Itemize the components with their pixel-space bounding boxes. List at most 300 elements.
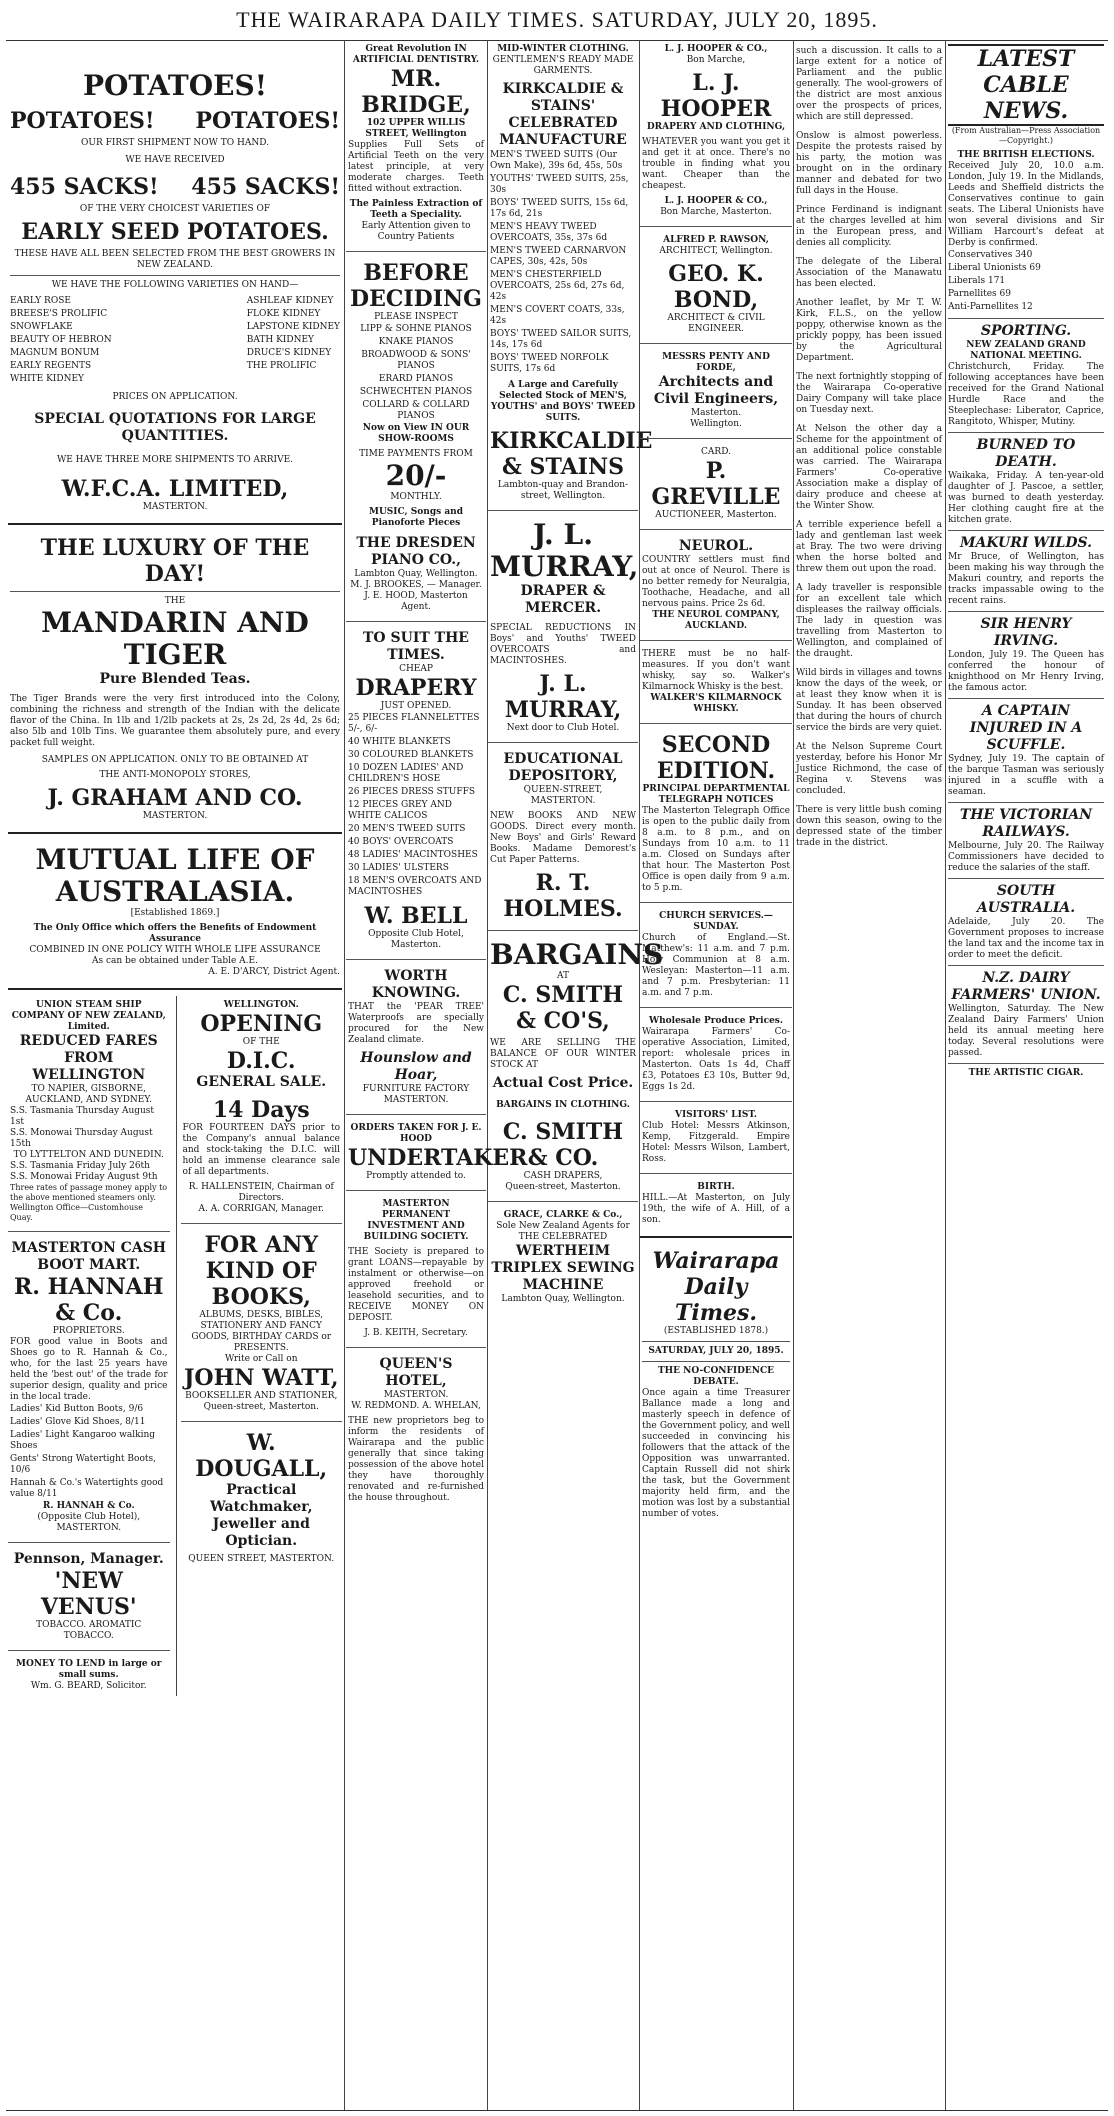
potatoes-line: OF THE VERY CHOICEST VARIETIES OF <box>79 204 271 214</box>
victorian-heading: THE VICTORIAN RAILWAYS. <box>959 807 1093 840</box>
column-5 <box>794 40 944 2110</box>
tea-store: THE ANTI-MONOPOLY STORES, <box>99 770 251 780</box>
murray-addr: Next door to Club Hotel. <box>506 723 620 733</box>
drapery-addr: Opposite Club Hotel, Masterton. <box>368 929 464 950</box>
whisky-body: THERE must be no half-measures. If you don't want whisky, say so. Walker's Kilmarnock Whisky is the best. <box>642 649 790 692</box>
winter-item: YOUTHS' TWEED SUITS, 25s, 30s <box>490 174 629 195</box>
tea-sub: Pure Blended Teas. <box>99 671 251 687</box>
news-body <box>794 40 944 861</box>
educ-heading: EDUCATIONAL DEPOSITORY, <box>503 751 623 784</box>
piano-list <box>348 323 484 423</box>
column-3 <box>488 40 664 2110</box>
murray-name: J. L. MURRAY, <box>490 518 639 583</box>
orders-note: Promptly attended to. <box>366 1171 466 1181</box>
steam-sub: REDUCED FARES FROM WELLINGTON <box>19 1033 158 1083</box>
bargains-cloth: BARGAINS IN CLOTHING. <box>496 1100 630 1110</box>
variety-item: THE PROLIFIC <box>246 361 317 371</box>
drapery-item: 40 BOYS' OVERCOATS <box>348 837 454 847</box>
ship-list <box>10 1161 168 1183</box>
tea-the: THE <box>164 596 186 606</box>
cash-items <box>10 1403 168 1501</box>
drapery-item: 25 PIECES FLANNELETTES 5/-, 6/- <box>348 713 480 734</box>
orders-heading: ORDERS TAKEN FOR J. E. HOOD <box>350 1123 482 1144</box>
hounslow-name: Hounslow and Hoar, <box>360 1050 472 1083</box>
bargains-at: AT <box>556 971 569 981</box>
bargains-role: CASH DRAPERS, <box>523 1171 603 1181</box>
dic-body: FOR FOURTEEN DAYS prior to the Company's annual balance and stock-taking the D.I.C. will hold an immense clearance sale of all departments. <box>182 1123 340 1177</box>
winter-note: A Large and Carefully Selected Stock of MEN'S, YOUTHS' and BOYS' TWEED SUITS. <box>490 380 636 423</box>
sacks-left: 455 SACKS! <box>10 174 159 200</box>
hooper-body: WHATEVER you want you get it and get it at once. There's no trouble in finding what you want. Cheaper than the cheapest. <box>642 137 790 191</box>
party-item: Conservatives 340 <box>948 250 1033 260</box>
visitors-list <box>640 1106 792 1169</box>
news-paragraph: such a discussion. It calls to a large extent for a notice of Parliament and the public generally. The wool-growers of the district are most anxious over the prospects of prices, which are still depressed. <box>796 46 942 122</box>
second-body: The Masterton Telegraph Office is open to the public daily from 8 a.m. to 8 p.m., and on Sundays from 10 a.m. to 11 a.m. Closed on Sundays after that hour. The Masterton Post Office is open daily from 9 a.m. to 5 p.m. <box>642 806 790 893</box>
educ-body: NEW BOOKS AND NEW GOODS. Direct every month. New Boys' and Girls' Reward Books. Madame Demorest's Cut Paper Patterns. <box>490 811 636 865</box>
variety-item: ASHLEAF KIDNEY <box>246 296 334 306</box>
building-sig: J. B. KEITH, Secretary. <box>364 1328 468 1338</box>
orders-sub: UNDERTAKER <box>348 1145 528 1171</box>
money-ad <box>8 1655 170 1696</box>
variety-item: LAPSTONE KIDNEY <box>246 322 340 332</box>
hooper-sig: L. J. HOOPER & CO., <box>664 196 768 206</box>
educ-name: R. T. HOLMES. <box>503 870 623 922</box>
grace-addr: Lambton Quay, Wellington. <box>501 1294 625 1304</box>
makuri-body: Mr Bruce, of Wellington, has been making his way through the Makuri country, and reports the tracks impassable owing to the recent rains. <box>948 552 1104 606</box>
books-heading: FOR ANY KIND OF BOOKS, <box>204 1232 319 1310</box>
birth-body: HILL.—At Masterton, on July 19th, the wife of A. Hill, of a son. <box>642 1193 790 1225</box>
visitors-body: Club Hotel: Messrs Atkinson, Kemp, Fitzgerald. Empire Hotel: Messrs Wilson, Lambert, Ross. <box>642 1121 790 1164</box>
cash-item: Gents' Strong Watertight Boots, 10/6 <box>10 1454 156 1475</box>
queens-body: THE new proprietors beg to inform the residents of Wairarapa and the public generally that since taking possession of the above hotel they have thoroughly renovated and re-furnished the house throughout. <box>348 1416 484 1503</box>
cash-item: Ladies' Glove Kid Shoes, 8/11 <box>10 1417 146 1427</box>
drapery-heading: TO SUIT THE TIMES. <box>363 630 469 663</box>
greville-name: P. GREVILLE <box>651 458 781 510</box>
burned-body: Waikaka, Friday. A ten-year-old daughter of J. Pascoe, a settler, was burned to death yesterday. Her clothing caught fire at the kitchen grate. <box>948 471 1104 525</box>
mutual-agent: A. E. D'ARCY, District Agent. <box>208 967 340 977</box>
winter-clothing-ad <box>488 40 653 506</box>
news-paragraph: There is very little bush coming down this season, owing to the depressed state of the timber trade in the district. <box>796 805 942 848</box>
dental-name: MR. BRIDGE, <box>361 66 471 118</box>
party-item: Anti-Parnellites 12 <box>948 302 1033 312</box>
rawson-heading: ALFRED P. RAWSON, <box>663 235 769 245</box>
bargains-heading: BARGAINS <box>490 938 664 971</box>
bond-role: ARCHITECT & CIVIL ENGINEER. <box>667 313 765 334</box>
dental-ad <box>346 40 486 247</box>
ship-row: S.S. Tasmania Thursday August 1st <box>10 1106 155 1127</box>
grace-ad <box>488 1206 638 1309</box>
ship-row: S.S. Monowai Friday August 9th <box>10 1172 158 1182</box>
pianos-agent: J. E. HOOD, Masterton Agent. <box>364 591 468 612</box>
column-1 <box>8 40 342 2110</box>
dougall-ad <box>181 1426 343 1569</box>
second-edition <box>640 728 792 898</box>
winter-heading: MID-WINTER CLOTHING. <box>497 44 629 54</box>
pianos-sub: PLEASE INSPECT <box>374 312 458 322</box>
dental-note: Early Attention given to Country Patients <box>361 221 471 242</box>
hounslow-town: MASTERTON. <box>383 1095 449 1105</box>
winter-addr: Lambton-quay and Brandon-street, Wellington. <box>497 480 629 501</box>
elections-body: Received July 20, 10.0 a.m. London, July 19. In the Midlands, Leeds and Sheffield districts the Conservatives continue to gain seats. The Liberal Unionists have won several divisions and Sir William Harcourt's defeat at Derby is confirmed. <box>948 161 1104 248</box>
cash-town: MASTERTON. <box>56 1523 122 1533</box>
pianos-note: Now on View IN OUR SHOW-ROOMS <box>362 423 470 444</box>
tea-firm: J. GRAHAM AND CO. <box>47 785 303 811</box>
cash-heading: MASTERTON CASH BOOT MART. <box>11 1240 167 1273</box>
dental-addr: 102 UPPER WILLIS STREET, Wellington <box>365 118 467 139</box>
winter-item: BOYS' TWEED SAILOR SUITS, 14s, 17s 6d <box>490 329 632 350</box>
produce-heading: Wholesale Produce Prices. <box>649 1016 783 1026</box>
news-paragraph: At Nelson the other day a Scheme for the appointment of an additional police constable was carried. The Wairarapa Farmers' Co-operative Association make a display of dairy produce and cheese at the Winter Show. <box>796 424 942 511</box>
news-paragraph: The delegate of the Liberal Association of the Manawatu has been elected. <box>796 257 942 289</box>
ship-row: S.S. Tasmania Friday July 26th <box>10 1161 150 1171</box>
dougall-name: W. DOUGALL, <box>195 1430 328 1482</box>
winter-item: BOYS' TWEED SUITS, 15s 6d, 17s 6d, 21s <box>490 198 629 219</box>
second-heading: SECOND EDITION. <box>656 732 776 784</box>
variety-item: EARLY ROSE <box>10 296 71 306</box>
party-list <box>948 249 1104 314</box>
winter-firm2: KIRKCALDIE & STAINS <box>490 428 653 480</box>
piano-item: COLLARD & COLLARD PIANOS <box>362 400 470 421</box>
news-paragraph: Prince Ferdinand is indignant at the charges levelled at him in the European press, and denies all complicity. <box>796 205 942 248</box>
party-item: Liberals 171 <box>948 276 1006 286</box>
potatoes-line: OUR FIRST SHIPMENT NOW TO HAND. <box>81 138 269 148</box>
whisky-ad <box>640 645 792 719</box>
sa-body: Adelaide, July 20. The Government proposes to increase the land tax and the income tax in order to meet the deficit. <box>948 917 1105 960</box>
mutual-heading: MUTUAL LIFE OF AUSTRALASIA. <box>35 843 315 908</box>
pianos-ad <box>346 256 486 617</box>
books-call: Write or Call on <box>225 1354 298 1364</box>
orders-ad <box>346 1119 528 1186</box>
books-ad <box>181 1228 343 1417</box>
dic-of: OF THE <box>242 1037 280 1047</box>
tea-body: The Tiger Brands were the very first introduced into the Colony, combining the richness and strength of the Indian with the delicate flavor of the China. In 1lb and 1/2lb packets at 2s, 2s 2d, 2s 4d, 2s 6d; also 5lb and 10lb Tins. We guarantee them absolutely pure, and every packet full weight. <box>10 694 340 748</box>
potatoes-heading: POTATOES! <box>82 69 268 102</box>
dental-painless: The Painless Extraction of Teeth a Speciality. <box>349 199 483 220</box>
drapery-word: DRAPERY <box>355 675 477 701</box>
mutual-line: COMBINED IN ONE POLICY WITH WHOLE LIFE ASSURANCE <box>29 945 321 955</box>
column-2 <box>346 40 528 2110</box>
cash-body: FOR good value in Boots and Shoes go to R. Hannah & Co., who, for the last 25 years have held the 'best out' of the trade for superior design, quality and price in the local trade. <box>10 1337 168 1402</box>
dic-mgr: A. A. CORRIGAN, Manager. <box>198 1204 325 1214</box>
queens-town: MASTERTON. <box>383 1390 449 1400</box>
bargains-firm2: C. SMITH & CO. <box>502 1119 624 1171</box>
potatoes-line: WE HAVE RECEIVED <box>125 155 225 165</box>
money-heading: MONEY TO LEND in large or small sums. <box>16 1659 162 1680</box>
second-sub: PRINCIPAL DEPARTMENTAL TELEGRAPH NOTICES <box>642 784 790 805</box>
queens-prop: W. REDMOND. A. WHELAN, <box>351 1401 481 1411</box>
hooper-sub2: DRAPERY AND CLOTHING, <box>646 122 786 132</box>
dic-ad <box>181 996 343 1219</box>
cash-street: (Opposite Club Hotel), <box>37 1512 141 1522</box>
dental-body: Supplies Full Sets of Artificial Teeth on the very latest principle, at very moderate charges. Teeth fitted without extraction. <box>348 140 484 194</box>
potatoes-ad <box>8 40 342 517</box>
building-body: THE Society is prepared to grant LOANS—repayable by instalment or otherwise—on approved freehold or leasehold securities, and to RECEIVE MONEY ON DEPOSIT. <box>348 1247 484 1323</box>
dougall-role: Practical Watchmaker, Jeweller and Optician. <box>210 1482 313 1549</box>
bargains-firm: C. SMITH & CO'S, <box>502 982 624 1034</box>
dental-heading: Great Revolution IN ARTIFICIAL DENTISTRY. <box>352 44 480 65</box>
educational-ad <box>488 747 638 926</box>
penn-heading: 'NEW VENUS' <box>40 1568 137 1620</box>
cash-prop: PROPRIETORS. <box>52 1326 125 1336</box>
ship-row: S.S. Monowai Thursday August 15th <box>10 1128 153 1149</box>
books-town: Queen-street, Masterton. <box>203 1402 319 1412</box>
variety-item: WHITE KIDNEY <box>10 374 84 384</box>
footer-rule <box>6 2110 1108 2111</box>
steam-note: Three rates of passage money apply to the above mentioned steamers only. <box>10 1183 168 1202</box>
cable-sub: (From Australian—Press Association—Copyright.) <box>951 126 1101 145</box>
grace-heading: GRACE, CLARKE & Co., <box>503 1210 623 1220</box>
news-paragraph: At the Nelson Supreme Court yesterday, before his Honor Mr Justice Richmond, the case of Regina v. Stevens was concluded. <box>796 742 942 796</box>
birth-heading: BIRTH. <box>697 1182 735 1192</box>
winter-item: MEN'S COVERT COATS, 33s, 42s <box>490 305 625 326</box>
bond-name: GEO. K. BOND, <box>668 261 764 313</box>
bargains-body: WE ARE SELLING THE BALANCE OF OUR WINTER STOCK AT <box>490 1038 636 1070</box>
building-heading: MASTERTON PERMANENT INVESTMENT AND BUILDING SOCIETY. <box>363 1199 469 1242</box>
penty-town: Wellington. <box>690 419 742 429</box>
variety-item: SNOWFLAKE <box>10 322 73 332</box>
neurol-body: COUNTRY settlers must find out at once of Neurol. There is no better remedy for Neuralgia, Toothache, Headache, and all nervous pains. Price 2s 6d. <box>642 555 790 609</box>
dairy-body: Wellington, Saturday. The New Zealand Dairy Farmers' Union held its annual meeting here today. Several resolutions were passed. <box>948 1004 1104 1058</box>
pianos-time: TIME PAYMENTS FROM <box>359 449 473 459</box>
tea-brand: MANDARIN AND TIGER <box>41 606 309 671</box>
hounslow-body: THAT the 'PEAR TREE' Waterproofs are specially procured for the New Zealand climate. <box>348 1002 484 1045</box>
hooper-addr: Bon Marche, Masterton. <box>660 207 772 217</box>
firm-town: MASTERTON. <box>142 502 208 512</box>
mutual-est: [Established 1869.] <box>130 908 220 918</box>
captain-body: Sydney, July 19. The captain of the barque Tasman was seriously injured in a scuffle with a seaman. <box>948 754 1104 797</box>
variety-list-right <box>247 295 340 386</box>
column-6 <box>946 40 1106 2110</box>
news-paragraph: The next fortnightly stopping of the Wairarapa Co-operative Dairy Company will take place on Tuesday next. <box>796 372 942 415</box>
produce-prices <box>640 1012 792 1097</box>
whisky-name: WALKER'S KILMARNOCK WHISKY. <box>650 693 782 714</box>
steam-heading: UNION STEAM SHIP COMPANY OF NEW ZEALAND, Limited. <box>11 1000 166 1032</box>
seed-potatoes-heading: EARLY SEED POTATOES. <box>21 219 329 245</box>
column-divider <box>344 40 345 2110</box>
tea-heading: THE LUXURY OF THE DAY! <box>40 535 310 587</box>
variety-item: BREESE'S PROLIFIC <box>10 309 108 319</box>
drapery-list <box>348 712 484 899</box>
books-sub: ALBUMS, DESKS, BIBLES, STATIONERY AND FANCY GOODS, BIRTHDAY CARDS or PRESENTS. <box>191 1310 332 1353</box>
educ-sub: QUEEN-STREET, MASTERTON. <box>523 785 603 806</box>
elections-heading: THE BRITISH ELECTIONS. <box>957 150 1095 160</box>
bargains-sub: Actual Cost Price. <box>492 1075 634 1091</box>
drapery-item: 12 PIECES GREY AND WHITE CALICOS <box>348 800 452 821</box>
penty-addr: Masterton. <box>690 408 742 418</box>
drapery-sub: JUST OPENED. <box>380 701 452 711</box>
greville-role: AUCTIONEER, Masterton. <box>655 510 777 520</box>
potatoes-line: THESE HAVE ALL BEEN SELECTED FROM THE BEST GROWERS IN NEW ZEALAND. <box>14 249 336 270</box>
drapery-item: 18 MEN'S OVERCOATS AND MACINTOSHES <box>348 876 482 897</box>
penn-sub: TOBACCO. AROMATIC TOBACCO. <box>36 1620 142 1641</box>
winter-item: MEN'S HEAVY TWEED OVERCOATS, 35s, 37s 6d <box>490 222 608 243</box>
drapery-item: 40 WHITE BLANKETS <box>348 737 451 747</box>
neurol-heading: NEUROL. <box>678 538 754 554</box>
cable-news <box>946 40 1106 1083</box>
drapery-firm: W. BELL <box>364 903 468 929</box>
steamship-ad <box>8 996 170 1227</box>
variety-item: BEAUTY OF HEBRON <box>10 335 112 345</box>
editorial-body: Once again a time Treasurer Ballance made a long and masterly speech in defence of the Government policy, and well succeeded in convincing his followers that the attack of the Opposition was unwarranted. Captain Russell did not shirk the task, but the Government majority held firm, and the motion was lost by a substantial number of votes. <box>642 1388 790 1519</box>
penn-name: Pennson, Manager. <box>13 1551 164 1567</box>
queens-hotel-ad <box>346 1352 486 1508</box>
tea-town: MASTERTON. <box>142 811 208 821</box>
irving-heading: SIR HENRY IRVING. <box>980 616 1072 649</box>
variety-item: BATH KIDNEY <box>246 335 314 345</box>
makuri-heading: MAKURI WILDS. <box>959 535 1093 551</box>
drapery-item: 10 DOZEN LADIES' AND CHILDREN'S HOSE <box>348 763 464 784</box>
victorian-body: Melbourne, July 20. The Railway Commissioners have decided to reduce the salaries of the staff. <box>948 841 1104 873</box>
special-quotations: SPECIAL QUOTATIONS FOR LARGE QUANTITIES. <box>34 411 316 444</box>
drapery-item: 26 PIECES DRESS STUFFS <box>348 787 475 797</box>
cigar-heading: THE ARTISTIC CIGAR. <box>968 1068 1084 1078</box>
dic-opening: OPENING <box>200 1011 323 1037</box>
dic-sale: GENERAL SALE. <box>196 1074 327 1090</box>
pianos-per: MONTHLY. <box>390 492 442 502</box>
winter-item: BOYS' TWEED NORFOLK SUITS, 17s 6d <box>490 353 609 374</box>
books-role: BOOKSELLER AND STATIONER, <box>185 1391 338 1401</box>
church-body: Church of England.—St. Matthew's: 11 a.m. and 7 p.m. Holy Communion at 8 a.m. Wesleyan: Masterton—11 a.m. and 7 p.m. Presbyterian: 11 a.m. and 7 p.m. <box>642 933 790 998</box>
greville-heading: CARD. <box>701 447 731 457</box>
tea-samples: SAMPLES ON APPLICATION. ONLY TO BE OBTAINED AT <box>41 755 309 765</box>
party-item: Parnellites 69 <box>948 289 1011 299</box>
bargains-addr: Queen-street, Masterton. <box>505 1182 621 1192</box>
grace-sub: Sole New Zealand Agents for THE CELEBRATED <box>496 1221 630 1242</box>
variety-item: EARLY REGENTS <box>10 361 92 371</box>
hooper-sub: Bon Marche, <box>686 55 746 65</box>
birth-notice <box>640 1178 792 1230</box>
books-name: JOHN WATT, <box>184 1365 339 1391</box>
burned-heading: BURNED TO DEATH. <box>976 437 1076 470</box>
winter-item: MEN'S TWEED SUITS (Our Own Make), 39s 6d, 45s, 50s <box>490 150 623 171</box>
cable-heading: LATEST CABLE NEWS. <box>948 44 1104 126</box>
steam-dest2: TO LYTTELTON AND DUNEDIN. <box>13 1150 164 1160</box>
greville-ad <box>640 443 792 525</box>
piano-item: BROADWOOD & SONS' PIANOS <box>361 350 471 371</box>
produce-body: Wairarapa Farmers' Co-operative Association, Limited, report: wholesale prices in Masterton. Oats 1s 4d, Chaff £3, Potatoes £3 10s, Butter 9d, Eggs 1s 2d. <box>642 1027 790 1092</box>
mutual-line: As can be obtained under Table A.E. <box>92 956 258 966</box>
paper-name: Wairarapa Daily Times. <box>652 1248 780 1326</box>
editorial <box>640 1244 792 1524</box>
piano-item: LIPP & SOHNE PIANOS <box>360 324 472 334</box>
mutual-line: The Only Office which offers the Benefits of Endowment Assurance <box>33 923 317 944</box>
penn-ad <box>8 1547 170 1646</box>
sporting-heading: SPORTING. <box>980 323 1072 339</box>
potatoes-heading-right: POTATOES! <box>195 108 340 134</box>
dic-name: D.I.C. <box>226 1048 296 1074</box>
sacks-right: 455 SACKS! <box>191 174 340 200</box>
murray-role: DRAPER & MERCER. <box>520 583 606 616</box>
bargains-ad <box>488 935 664 1197</box>
murray-body: SPECIAL REDUCTIONS IN Boys' and Youths' TWEED OVERCOATS and MACINTOSHES. <box>490 623 636 666</box>
potatoes-heading-left: POTATOES! <box>10 108 155 134</box>
church-services <box>640 907 792 1003</box>
piano-item: SCHWECHTEN PIANOS <box>359 387 473 397</box>
hounslow-ad <box>346 964 486 1110</box>
tea-ad <box>8 531 342 826</box>
church-heading: CHURCH SERVICES.—SUNDAY. <box>659 911 773 932</box>
pianos-addr: Lambton Quay, Wellington. <box>354 569 478 579</box>
hooper-heading: L. J. HOOPER & CO., <box>664 44 768 54</box>
rawson-ad <box>640 231 792 339</box>
murray-ad <box>488 515 638 738</box>
captain-heading: A CAPTAIN INJURED IN A SCUFFLE. <box>969 703 1083 753</box>
winter-sub: GENTLEMEN'S READY MADE GARMENTS. <box>492 55 634 76</box>
cash-item: Ladies' Kid Button Boots, 9/6 <box>10 1404 144 1414</box>
ship-list <box>10 1106 168 1150</box>
hooper-ad <box>640 40 792 222</box>
neurol-ad <box>640 534 792 636</box>
winter-firm: KIRKCALDIE & STAINS' CELEBRATED MANUFACTURE <box>499 81 627 148</box>
pianos-firm: THE DRESDEN PIANO CO., <box>356 535 476 568</box>
races-heading: NEW ZEALAND GRAND NATIONAL MEETING. <box>966 340 1086 361</box>
winter-item: MEN'S CHESTERFIELD OVERCOATS, 25s 6d, 27s 6d, 42s <box>490 270 625 302</box>
party-item: Liberal Unionists 69 <box>948 263 1041 273</box>
hounslow-role: FURNITURE FACTORY <box>362 1084 470 1094</box>
drapery-item: 30 LADIES' ULSTERS <box>348 863 449 873</box>
news-paragraph: Wild birds in villages and towns know the days of the week, or at least they know when it is Sunday. It has been observed that during the hours of church service the birds are very quiet. <box>796 668 942 733</box>
cash-firm: R. HANNAH & Co. <box>13 1274 164 1326</box>
cash-item: Hannah & Co.'s Watertights good value 8/11 <box>10 1478 164 1499</box>
dic-heading: WELLINGTON. <box>223 1000 299 1010</box>
grace-name: WERTHEIM TRIPLEX SEWING MACHINE <box>491 1243 635 1293</box>
money-sig: Wm. G. BEARD, Solicitor. <box>30 1681 147 1691</box>
drapery-item: 20 MEN'S TWEED SUITS <box>348 824 466 834</box>
variety-item: MAGNUM BONUM <box>10 348 100 358</box>
variety-item: DRUCE'S KIDNEY <box>246 348 332 358</box>
paper-est: (ESTABLISHED 1878.) <box>663 1326 769 1336</box>
irving-body: London, July 19. The Queen has conferred the honour of knighthood on Mr Henry Irving, the famous actor. <box>948 650 1104 693</box>
pianos-mgr: M. J. BROOKES, — Manager. <box>350 580 482 590</box>
column-4 <box>640 40 792 2110</box>
neurol-firm: THE NEUROL COMPANY, AUCKLAND. <box>652 610 780 631</box>
steam-dest: TO NAPIER, GISBORNE, AUCKLAND, AND SYDNEY. <box>25 1084 153 1105</box>
drapery-item: 48 LADIES' MACINTOSHES <box>348 850 478 860</box>
potatoes-line: WE HAVE THE FOLLOWING VARIETIES ON HAND— <box>51 280 299 290</box>
penty-ad <box>640 348 792 434</box>
dic-sig: R. HALLENSTEIN, Chairman of Directors. <box>188 1182 334 1203</box>
drapery-ad <box>346 626 486 955</box>
paper-date: SATURDAY, JULY 20, 1895. <box>648 1346 784 1356</box>
cash-item: Ladies' Light Kangaroo walking Shoes <box>10 1430 156 1451</box>
piano-item: KNAKE PIANOS <box>378 337 454 347</box>
news-paragraph: A terrible experience befell a lady and gentleman last week at Bray. The two were driving when the horse bolted and threw them out upon the road. <box>796 520 942 574</box>
cash-boot-ad <box>8 1236 170 1538</box>
cash-sig: R. HANNAH & Co. <box>42 1501 135 1511</box>
piano-item: ERARD PIANOS <box>378 374 454 384</box>
shipments-note: WE HAVE THREE MORE SHIPMENTS TO ARRIVE. <box>56 455 294 465</box>
pianos-heading: BEFORE DECIDING <box>350 260 482 312</box>
queens-heading: QUEEN'S HOTEL, <box>379 1356 453 1389</box>
winter-item: MEN'S TWEED CARNARVON CAPES, 30s, 42s, 50s <box>490 246 627 267</box>
dougall-addr: QUEEN STREET, MASTERTON. <box>188 1554 335 1564</box>
drapery-cheap: CHEAP <box>399 664 433 674</box>
pianos-price: 20/- <box>385 459 447 492</box>
news-paragraph: Another leaflet, by Mr T. W. Kirk, F.L.S., on the yellow poppy, otherwise known as the prickly poppy, has been issued by the Agricultural Department. <box>796 298 942 363</box>
variety-list-left <box>10 295 112 386</box>
hooper-name: L. J. HOOPER <box>660 70 772 122</box>
dic-days: 14 Days <box>212 1097 310 1123</box>
murray-name2: J. L. MURRAY, <box>504 671 622 723</box>
sa-heading: SOUTH AUSTRALIA. <box>976 883 1076 916</box>
editorial-heading: THE NO-CONFIDENCE DEBATE. <box>657 1366 775 1387</box>
steam-agent: Wellington Office—Customhouse Quay. <box>10 1203 143 1222</box>
sporting-body: Christchurch, Friday. The following acceptances have been received for the Grand National Hurdle Race and the Steeplechase: Liberator, Caprice, Rangitoto, Whisper, Mutiny. <box>948 362 1104 427</box>
building-ad <box>346 1195 486 1343</box>
masthead-title: THE WAIRARAPA DAILY TIMES. SATURDAY, JULY 20, 1895. <box>236 7 878 32</box>
rawson-sub: ARCHITECT, Wellington. <box>659 246 773 256</box>
news-paragraph: Onslow is almost powerless. Despite the protests raised by his party, the motion was brought on in the ordinary manner and debated for two full days in the House. <box>796 131 942 196</box>
